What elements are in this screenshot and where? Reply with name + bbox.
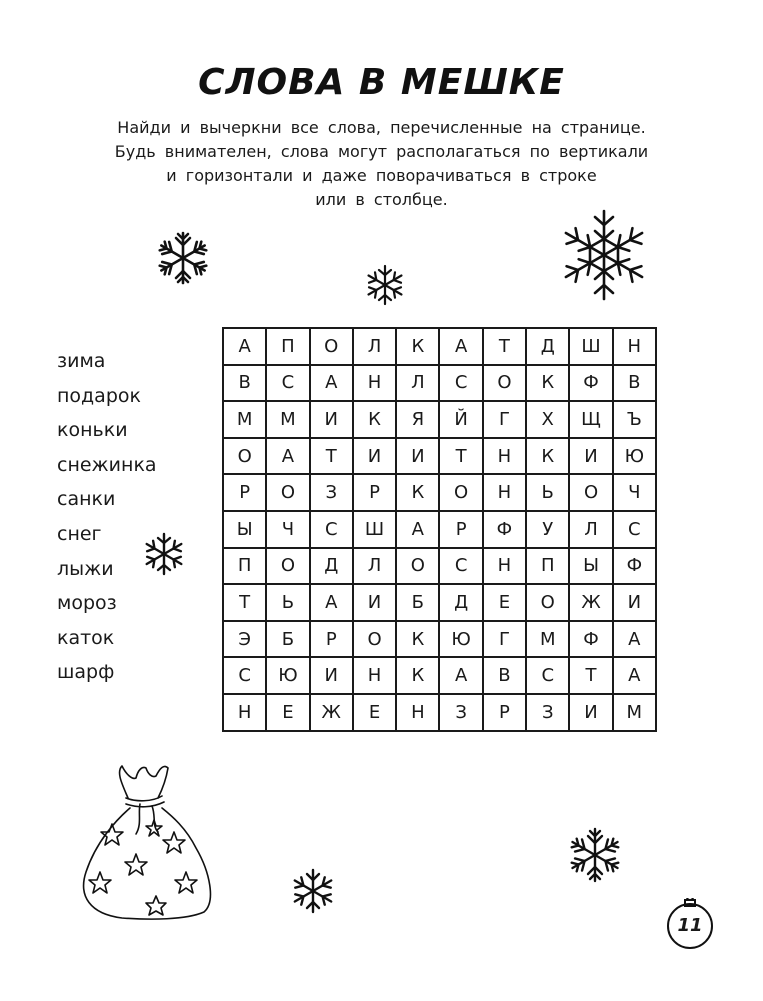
grid-cell[interactable]: К <box>526 365 569 402</box>
grid-cell[interactable]: П <box>223 548 266 585</box>
grid-cell[interactable]: М <box>613 694 656 731</box>
gift-sack-icon <box>76 762 216 922</box>
instructions <box>60 116 703 212</box>
grid-row <box>223 584 656 621</box>
grid-cell[interactable]: Р <box>223 474 266 511</box>
grid-row <box>223 621 656 658</box>
grid-cell[interactable]: Ы <box>569 548 612 585</box>
grid-cell[interactable]: Т <box>223 584 266 621</box>
grid-cell[interactable]: П <box>526 548 569 585</box>
grid-cell[interactable]: О <box>353 621 396 658</box>
page-number: 11 <box>677 915 703 936</box>
word-item: зима <box>57 350 106 372</box>
grid-cell[interactable]: Ь <box>266 584 309 621</box>
grid-cell[interactable]: Н <box>353 365 396 402</box>
grid-cell[interactable]: С <box>439 365 482 402</box>
grid-row <box>223 365 656 402</box>
word-list <box>57 344 197 690</box>
grid-cell[interactable]: Ы <box>223 511 266 548</box>
grid-row <box>223 694 656 731</box>
grid-cell[interactable]: Э <box>223 621 266 658</box>
grid-cell[interactable]: Ч <box>613 474 656 511</box>
instructions-line: и горизонтали и даже поворачиваться в строке <box>166 166 597 185</box>
grid-cell[interactable]: Е <box>353 694 396 731</box>
grid-row <box>223 438 656 475</box>
grid-cell[interactable]: Н <box>483 438 526 475</box>
grid-cell[interactable]: Б <box>266 621 309 658</box>
grid-cell[interactable]: И <box>353 438 396 475</box>
grid-cell[interactable]: О <box>483 365 526 402</box>
grid-row <box>223 657 656 694</box>
instructions-line: Найди и вычеркни все слова, перечисленные на странице. <box>117 118 646 137</box>
grid-cell[interactable]: Р <box>483 694 526 731</box>
grid-cell[interactable]: С <box>613 511 656 548</box>
grid-cell[interactable]: О <box>310 328 353 365</box>
word-item: санки <box>57 488 116 511</box>
snowflake-icon <box>556 207 652 303</box>
grid-cell[interactable]: Б <box>396 584 439 621</box>
grid-cell[interactable]: А <box>310 365 353 402</box>
grid-cell[interactable]: О <box>439 474 482 511</box>
grid-cell[interactable]: К <box>396 657 439 694</box>
grid-cell[interactable]: М <box>223 401 266 438</box>
grid-cell[interactable]: А <box>613 621 656 658</box>
grid-cell[interactable]: А <box>223 328 266 365</box>
grid-cell[interactable]: З <box>526 694 569 731</box>
grid-cell[interactable]: Ч <box>266 511 309 548</box>
grid-cell[interactable]: Х <box>526 401 569 438</box>
grid-cell[interactable]: И <box>310 401 353 438</box>
grid-cell[interactable]: И <box>353 584 396 621</box>
grid-cell[interactable]: Ю <box>439 621 482 658</box>
grid-cell[interactable]: Ю <box>266 657 309 694</box>
grid-cell[interactable]: Й <box>439 401 482 438</box>
word-item: подарок <box>57 384 141 407</box>
grid-cell[interactable]: Е <box>266 694 309 731</box>
snowflake-icon <box>566 826 624 884</box>
grid-cell[interactable]: Л <box>569 511 612 548</box>
grid-cell[interactable]: Т <box>439 438 482 475</box>
grid-row <box>223 474 656 511</box>
grid-cell[interactable]: Л <box>353 328 396 365</box>
grid-cell[interactable]: Ш <box>569 328 612 365</box>
grid-cell[interactable]: А <box>310 584 353 621</box>
grid-cell[interactable]: Н <box>613 328 656 365</box>
grid-cell[interactable]: З <box>310 474 353 511</box>
grid-cell[interactable]: Н <box>353 657 396 694</box>
grid-cell[interactable]: А <box>439 328 482 365</box>
grid-cell[interactable]: Т <box>310 438 353 475</box>
grid-cell[interactable]: В <box>613 365 656 402</box>
grid-cell[interactable]: Д <box>526 328 569 365</box>
word-item: мороз <box>57 592 117 615</box>
grid-cell[interactable]: К <box>396 621 439 658</box>
snowflake-icon <box>290 868 336 914</box>
grid-row <box>223 511 656 548</box>
grid-cell[interactable]: Д <box>310 548 353 585</box>
page-title: СЛОВА В МЕШКЕ <box>198 62 565 103</box>
grid-cell[interactable]: Я <box>396 401 439 438</box>
grid-cell[interactable]: С <box>439 548 482 585</box>
grid-cell[interactable]: С <box>223 657 266 694</box>
grid-cell[interactable]: О <box>266 548 309 585</box>
snowflake-icon <box>155 230 211 286</box>
grid-cell[interactable]: Ю <box>613 438 656 475</box>
grid-cell[interactable]: К <box>396 474 439 511</box>
grid-cell[interactable]: Г <box>483 621 526 658</box>
grid-cell[interactable]: Р <box>353 474 396 511</box>
snowflake-icon <box>364 264 406 306</box>
grid-cell[interactable]: О <box>526 584 569 621</box>
grid-cell[interactable]: А <box>439 657 482 694</box>
grid-cell[interactable]: И <box>310 657 353 694</box>
grid-cell[interactable]: В <box>483 657 526 694</box>
grid-cell[interactable]: Д <box>439 584 482 621</box>
grid-cell[interactable]: К <box>353 401 396 438</box>
word-item: коньки <box>57 419 128 442</box>
word-item: каток <box>57 626 115 649</box>
grid-cell[interactable]: Р <box>310 621 353 658</box>
grid-cell[interactable]: И <box>613 584 656 621</box>
grid-cell[interactable]: Р <box>439 511 482 548</box>
grid-cell[interactable]: Ф <box>569 365 612 402</box>
grid-cell[interactable]: И <box>569 438 612 475</box>
grid-cell[interactable]: М <box>526 621 569 658</box>
grid-cell[interactable]: Н <box>483 474 526 511</box>
grid-cell[interactable]: Ж <box>310 694 353 731</box>
instructions-line: Будь внимателен, слова могут располагаться по вертикали <box>114 142 649 161</box>
grid-cell[interactable]: Н <box>483 548 526 585</box>
grid-cell[interactable]: Ф <box>483 511 526 548</box>
grid-cell[interactable]: И <box>396 438 439 475</box>
grid-row <box>223 548 656 585</box>
grid-cell[interactable]: Н <box>396 694 439 731</box>
grid-cell[interactable]: Ф <box>569 621 612 658</box>
grid-cell[interactable]: З <box>439 694 482 731</box>
grid-cell[interactable]: Г <box>483 401 526 438</box>
word-item: снег <box>57 522 102 545</box>
grid-cell[interactable]: П <box>266 328 309 365</box>
grid-cell[interactable]: Л <box>353 548 396 585</box>
word-search-grid <box>222 327 657 732</box>
grid-cell[interactable]: Е <box>483 584 526 621</box>
grid-row <box>223 328 656 365</box>
grid-cell[interactable]: О <box>223 438 266 475</box>
grid-row <box>223 401 656 438</box>
grid-cell[interactable]: Щ <box>569 401 612 438</box>
grid-cell[interactable]: Ф <box>613 548 656 585</box>
grid-cell[interactable]: А <box>613 657 656 694</box>
grid-cell[interactable]: С <box>526 657 569 694</box>
grid-cell[interactable]: М <box>266 401 309 438</box>
grid-cell[interactable]: Ш <box>353 511 396 548</box>
word-item: лыжи <box>57 557 114 580</box>
word-item: шарф <box>57 661 115 684</box>
grid-cell[interactable]: С <box>310 511 353 548</box>
grid-cell[interactable]: Л <box>396 365 439 402</box>
word-item: снежинка <box>57 453 157 476</box>
grid-cell[interactable]: Ь <box>526 474 569 511</box>
grid-cell[interactable]: Т <box>483 328 526 365</box>
grid-cell[interactable]: А <box>266 438 309 475</box>
grid-cell[interactable]: О <box>396 548 439 585</box>
grid-cell[interactable]: К <box>396 328 439 365</box>
grid-cell[interactable]: Ж <box>569 584 612 621</box>
grid-cell[interactable]: С <box>266 365 309 402</box>
instructions-line: или в столбце. <box>315 190 448 209</box>
grid-cell[interactable]: К <box>526 438 569 475</box>
grid-cell[interactable]: Н <box>223 694 266 731</box>
grid-cell[interactable]: О <box>266 474 309 511</box>
grid-cell[interactable]: Ъ <box>613 401 656 438</box>
grid-cell[interactable]: А <box>396 511 439 548</box>
grid-cell[interactable]: У <box>526 511 569 548</box>
grid-cell[interactable]: Т <box>569 657 612 694</box>
grid-cell[interactable]: И <box>569 694 612 731</box>
grid-cell[interactable]: В <box>223 365 266 402</box>
grid-cell[interactable]: О <box>569 474 612 511</box>
